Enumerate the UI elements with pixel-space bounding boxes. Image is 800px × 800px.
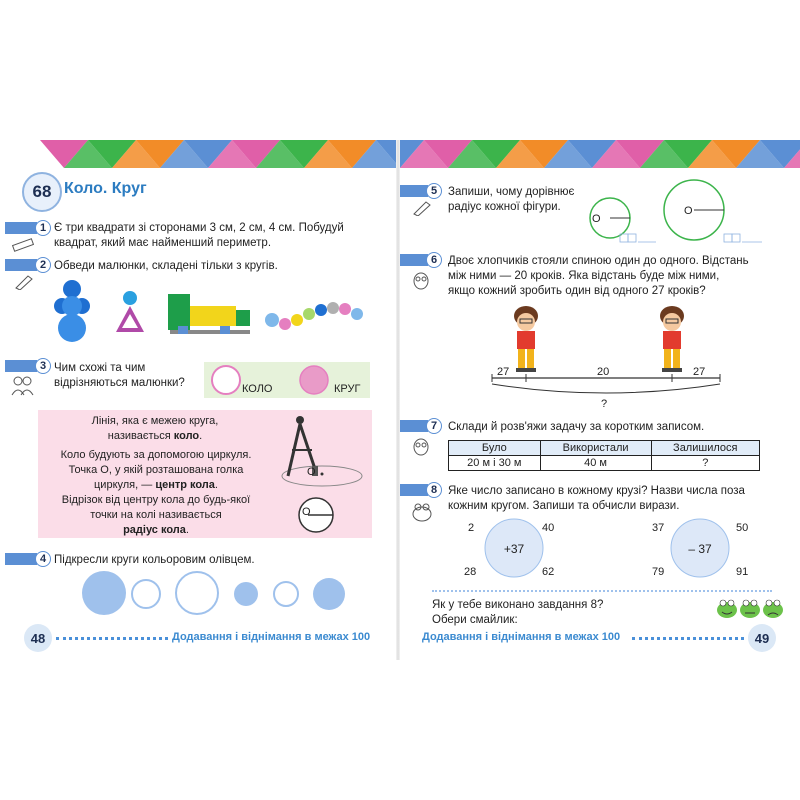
task-1-text-line-2: квадрат, який має найменший периметр. <box>54 237 272 249</box>
table-header-row <box>449 441 760 456</box>
ruler-icon <box>12 238 34 252</box>
table-row <box>449 456 760 471</box>
task-6-text-line-3: якщо кожний зробить один від одного 27 кроків? <box>448 285 706 297</box>
task-8-text-line-1: Яке число записано в кожному крузі? Назви числа поза <box>448 485 745 497</box>
column-header: Було <box>449 441 541 456</box>
task-3-text-line-1: Чим схожі та чим <box>54 362 146 374</box>
radius-center-label: О <box>302 506 311 518</box>
table-cell: 40 м <box>540 456 651 471</box>
circle-2-number: 91 <box>736 566 749 578</box>
task-3-text-line-2: відрізняються малюнки? <box>54 377 185 389</box>
footer-text-left: Додавання і віднімання в межах 100 <box>172 631 371 643</box>
table-cell: 20 м і 30 м <box>449 456 541 471</box>
circle-1-number: 28 <box>464 566 477 578</box>
task-number-1: 1 <box>5 220 53 236</box>
circle-2-center-label: О <box>684 205 693 217</box>
page-fold <box>396 140 400 660</box>
rule-paragraph-1 <box>40 414 270 444</box>
smiley-frog-icon[interactable] <box>717 600 737 618</box>
total-question-mark: ? <box>601 398 608 410</box>
pencil-icon <box>412 200 432 216</box>
boy-figure <box>660 306 684 372</box>
decorative-strip <box>0 140 800 168</box>
rule-paragraph-2 <box>40 448 272 493</box>
smiley-frog-icon[interactable] <box>740 600 760 618</box>
footer-text-right: Додавання і віднімання в межах 100 <box>422 631 621 643</box>
column-header: Використали <box>540 441 651 456</box>
rule-line: називається коло. <box>107 430 203 442</box>
task-number-4: 4 <box>5 551 53 567</box>
rule-line: циркуля, — центр кола. <box>94 479 218 491</box>
smiley-choice-group[interactable] <box>716 596 784 620</box>
task-5-circles <box>580 178 770 248</box>
rule-paragraph-3 <box>40 493 272 538</box>
task-number-8: 8 <box>400 482 448 498</box>
self-check-line-2: Обери смайлик: <box>432 614 518 626</box>
lesson-number: 68 <box>22 172 62 212</box>
circle-1-number: 62 <box>542 566 555 578</box>
rule-line: Лінія, яка є межею круга, <box>91 415 219 427</box>
circle-1-number: 2 <box>468 522 475 534</box>
boy-figure <box>514 306 538 372</box>
owl-icon <box>412 270 430 290</box>
page-number-left: 48 <box>24 624 52 652</box>
kids-icon <box>10 375 34 397</box>
task-4-text: Підкресли круги кольоровим олівцем. <box>54 554 255 566</box>
task-5-text-line-1: Запиши, чому дорівнює <box>448 186 575 198</box>
rule-line: точки на колі називається <box>90 509 222 521</box>
rule-line: Коло будують за допомогою циркуля. <box>60 449 252 461</box>
circle-1-center-label: О <box>592 213 601 225</box>
column-header: Залишилося <box>651 441 759 456</box>
compass-icon <box>270 414 370 492</box>
circle-outline-figure <box>210 364 242 396</box>
rule-line: Точка О, у якій розташована голка <box>68 464 244 476</box>
task-5-text-line-2: радіус кожної фігури. <box>448 201 561 213</box>
segment-right-label: 27 <box>693 366 706 378</box>
task-4-circles <box>60 568 360 618</box>
label-disk: КРУГ <box>334 383 361 395</box>
rule-line: радіус кола. <box>123 524 189 536</box>
circle-2-operation: – 37 <box>688 542 712 556</box>
task-2-text: Обведи малюнки, складені тільки з кругів. <box>54 260 278 272</box>
footer-dots-right <box>632 637 744 642</box>
circle-1-operation: +37 <box>503 542 525 556</box>
task-8-text-line-2: кожним кругом. Запиши та обчисли вирази. <box>448 500 680 512</box>
rule-line: Відрізок від центру кола до будь-якої <box>61 494 251 506</box>
task-6-text-line-2: між ними — 20 кроків. Яка відстань буде між ними, <box>448 270 720 282</box>
circle-2-number: 37 <box>652 522 665 534</box>
label-circle: КОЛО <box>242 383 273 395</box>
filled-disk-figure <box>298 364 330 396</box>
footer-dots-left <box>56 637 168 642</box>
self-check-line-1: Як у тебе виконано завдання 8? <box>432 599 604 611</box>
segment-middle-label: 20 <box>597 366 610 378</box>
task-1-text-line-1: Є три квадрати зі сторонами 3 см, 2 см, 4 см. Побудуй <box>54 222 344 234</box>
task-number-5: 5 <box>400 183 448 199</box>
circle-2-number: 79 <box>652 566 665 578</box>
task-6-text-line-1: Двоє хлопчиків стояли спиною один до одного. Відстань <box>448 255 749 267</box>
task-number-2: 2 <box>5 257 53 273</box>
task-number-3: 3 <box>5 358 53 374</box>
task-7-text: Склади й розв'яжи задачу за коротким записом. <box>448 421 705 433</box>
circle-vs-disk-panel <box>204 362 370 398</box>
short-record-table <box>448 440 760 471</box>
compass-center-label: О <box>307 466 316 478</box>
task-number-7: 7 <box>400 418 448 434</box>
frog-teacher-icon <box>410 500 434 522</box>
page-number-right: 49 <box>748 624 776 652</box>
pencil-icon <box>14 274 34 290</box>
smiley-frog-icon[interactable] <box>763 600 783 618</box>
segment-left-label: 27 <box>497 366 510 378</box>
task-number-6: 6 <box>400 252 448 268</box>
self-check-divider <box>432 590 772 592</box>
circle-1-number: 40 <box>542 522 555 534</box>
table-cell: ? <box>651 456 759 471</box>
lesson-title: Коло. Круг <box>64 180 147 197</box>
circle-2-number: 50 <box>736 522 749 534</box>
owl-icon <box>412 436 430 456</box>
task-2-figures <box>40 276 370 346</box>
